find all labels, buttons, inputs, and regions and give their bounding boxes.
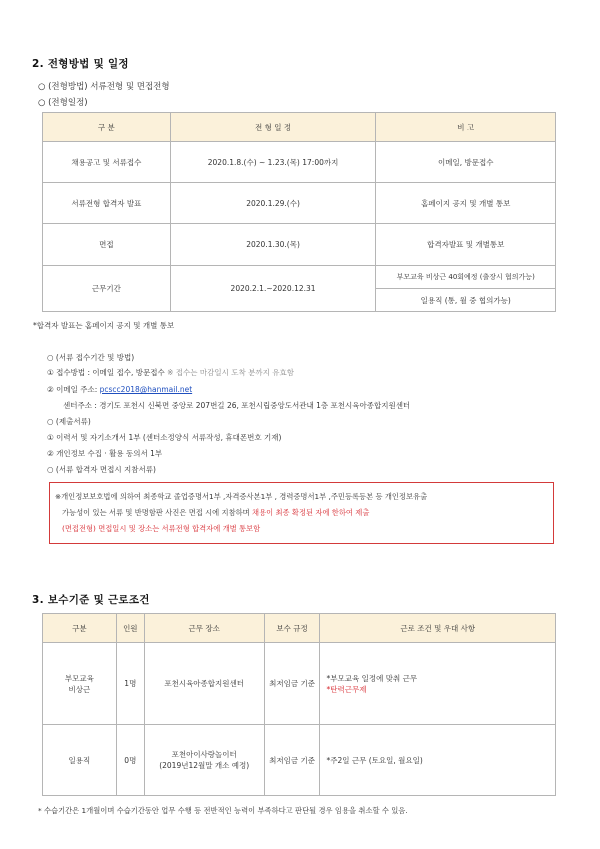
document-item-resume: ① 이력서 및 자기소개서 1부 (센터소정양식 서류작성, 휴대폰번호 기재) xyxy=(47,433,282,442)
cell-type-line2: 비상근 xyxy=(68,684,91,694)
probation-footnote: * 수습기간은 1개월이며 수습기간동안 업무 수행 등 전반적인 능력이 부족하다고 판단될 경우 임용을 취소할 수 있음. xyxy=(38,806,408,815)
cell-date: 2020.1.30.(목) xyxy=(170,224,376,266)
cell-date: 2020.2.1.~2020.12.31 xyxy=(170,266,376,312)
table-row xyxy=(43,224,556,266)
cell-category: 서류전형 합격자 발표 xyxy=(43,183,171,224)
cell-count: 0명 xyxy=(116,725,144,796)
cell-conditions-line2: *탄력근무제 xyxy=(326,684,367,694)
table-row xyxy=(43,725,556,796)
table-row xyxy=(43,142,556,183)
schedule-header-note: 비 고 xyxy=(376,113,556,142)
center-address: 센터주소 : 경기도 포천시 신북면 중앙로 207번길 26, 포천시립중앙도서관내 1층 포천시육아종합지원센터 xyxy=(63,401,411,410)
cell-location-line1: 포천아이사랑놀이터 xyxy=(171,750,237,759)
schedule-table xyxy=(42,112,556,312)
cell-type-line1: 부모교육 xyxy=(64,673,94,683)
conditions-header-pay: 보수 규정 xyxy=(264,614,320,643)
cell-note: 합격자발표 및 개별통보 xyxy=(376,224,556,266)
conditions-table xyxy=(42,613,556,796)
conditions-header-count: 인원 xyxy=(116,614,144,643)
cell-note: 이메일, 방문접수 xyxy=(376,142,556,183)
privacy-notice-line1: ※개인정보보호법에 의하여 최종학교 졸업증명서1부 ,자격증사본1부 , 경력증명서1부 ,주민등록등본 등 개인정보유출 xyxy=(55,492,428,501)
email-line xyxy=(47,384,192,395)
cell-conditions: *주2일 근무 (토요일, 월요일) xyxy=(320,725,556,796)
cell-note: 부모교육 비상근 40회예정 (출장시 협의가능) xyxy=(376,266,556,289)
email-label: ② 이메일 주소: xyxy=(47,385,100,394)
conditions-header-location: 근무 장소 xyxy=(144,614,264,643)
conditions-header-type: 구분 xyxy=(43,614,117,643)
conditions-header-conditions: 근로 조건 및 우대 사항 xyxy=(320,614,556,643)
apply-period-heading: ○ (서류 접수기간 및 방법) xyxy=(47,353,135,362)
privacy-notice-box xyxy=(49,482,554,544)
table-row xyxy=(43,183,556,224)
cell-count: 1명 xyxy=(116,643,144,725)
table-row xyxy=(43,266,556,289)
table-row xyxy=(43,643,556,725)
cell-conditions xyxy=(320,643,556,725)
cell-type: 일용직 xyxy=(43,725,117,796)
apply-method-remark: ※ 접수는 마감일시 도착 분까지 유효함 xyxy=(167,368,295,377)
cell-location-line2: (2019년12월말 개소 예정) xyxy=(159,761,250,770)
apply-method-line xyxy=(47,367,294,378)
cell-location: 포천시육아종합지원센터 xyxy=(144,643,264,725)
apply-method-text: ① 접수방법 : 이메일 접수, 방문접수 xyxy=(47,368,168,377)
method-line: ○ (전형방법) 서류전형 및 면접전형 xyxy=(38,82,170,92)
privacy-notice-line3: (면접전형) 면접일시 및 장소는 서류전형 합격자에 개별 통보함 xyxy=(62,524,261,533)
cell-date: 2020.1.29.(수) xyxy=(170,183,376,224)
interview-docs-heading: ○ (서류 합격자 면접시 지참서류) xyxy=(47,465,156,474)
section3-title: 3. 보수기준 및 근로조건 xyxy=(32,594,150,606)
section2-title: 2. 전형방법 및 일정 xyxy=(32,58,129,70)
cell-category: 채용공고 및 서류접수 xyxy=(43,142,171,183)
cell-category: 면접 xyxy=(43,224,171,266)
document-item-consent: ② 개인정보 수집 · 활용 동의서 1부 xyxy=(47,449,163,458)
cell-pay: 최저임금 기준 xyxy=(264,725,320,796)
privacy-notice-line2-highlight: 채용이 최종 확정된 자에 한하여 제출 xyxy=(252,508,370,517)
cell-conditions-line1: *부모교육 일정에 맞춰 근무 xyxy=(326,673,418,683)
announcement-footnote: *합격자 발표는 홈페이지 공지 및 개별 통보 xyxy=(33,321,175,330)
privacy-notice-line2-text: 가능성이 있는 서류 및 반명함판 사진은 면접 시에 지참하며 xyxy=(62,508,253,517)
cell-note: 홈페이지 공지 및 개별 통보 xyxy=(376,183,556,224)
schedule-line: ○ (전형일정) xyxy=(38,98,88,108)
email-link[interactable]: pcscc2018@hanmail.net xyxy=(99,385,193,394)
cell-note: 일용직 (통, 월 중 협의가능) xyxy=(376,289,556,312)
privacy-notice-line2 xyxy=(62,508,369,518)
cell-pay: 최저임금 기준 xyxy=(264,643,320,725)
schedule-header-category: 구 분 xyxy=(43,113,171,142)
cell-category: 근무기간 xyxy=(43,266,171,312)
cell-location xyxy=(144,725,264,796)
cell-date: 2020.1.8.(수) ~ 1.23.(목) 17:00까지 xyxy=(170,142,376,183)
documents-heading: ○ (제출서류) xyxy=(47,417,91,426)
cell-type xyxy=(43,643,117,725)
schedule-header-date: 전 형 일 정 xyxy=(170,113,376,142)
